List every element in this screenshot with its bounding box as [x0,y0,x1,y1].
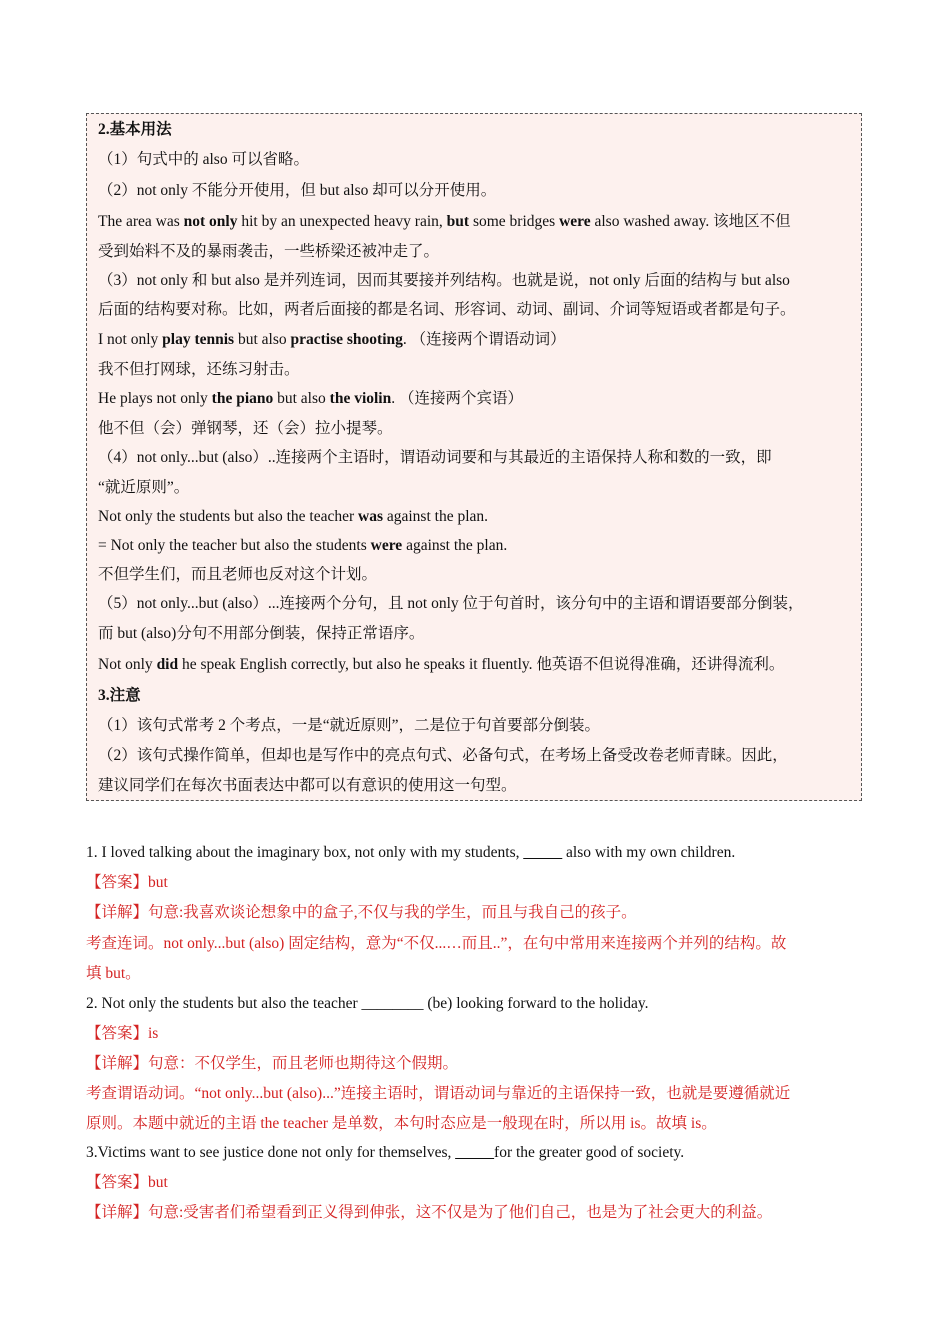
note-point-2-line-2: 建议同学们在每次书面表达中都可以有意识的使用这一句型。 [98,777,517,794]
question-1-explanation-line-2: 填 but。 [86,965,141,982]
example-6: Not only did he speak English correctly, but also he speaks it fluently. 他英语不但说得准确，还讲得流利。 [98,656,785,673]
section-heading-note: 3.注意 [98,687,141,704]
question-3: 3.Victims want to see justice done not only for themselves, _____for the greater good of society. [86,1144,685,1161]
example-1-translation: 受到始料不及的暴雨袭击，一些桥梁还被冲走了。 [98,243,440,260]
example-2: I not only play tennis but also practise shooting. （连接两个谓语动词） [98,331,566,348]
question-1: 1. I loved talking about the imaginary box, not only with my students, _____ also with my own children. [86,844,736,861]
question-2-explanation-line-1: 考查谓语动词。“not only...but (also)...”连接主语时，谓语动词与靠近的主语保持一致，也就是要遵循就近 [86,1085,791,1102]
question-1-answer: 【答案】but [86,874,168,891]
question-2-answer: 【答案】is [86,1025,159,1042]
example-4: Not only the students but also the teacher was against the plan. [98,508,489,525]
question-1-explanation-line-1: 考查连词。not only...but (also) 固定结构，意为“不仅...…而且..”，在句中常用来连接两个并列的结构。故 [86,935,787,952]
usage-point-2: （2）not only 不能分开使用，但 but also 却可以分开使用。 [98,182,497,199]
note-point-1: （1）该句式常考 2 个考点，一是“就近原则”，二是位于句首要部分倒装。 [98,717,601,734]
example-3-translation: 他不但（会）弹钢琴，还（会）拉小提琴。 [98,420,393,437]
example-5: = Not only the teacher but also the students were against the plan. [98,537,508,554]
question-2-explanation-line-2: 原则。本题中就近的主语 the teacher 是单数，本句时态应是一般现在时，所以用 is。故填 is。 [86,1115,717,1132]
answer-blank: _____ [523,844,563,861]
question-3-answer: 【答案】but [86,1174,168,1191]
question-2: 2. Not only the students but also the teacher ________ (be) looking forward to the holiday. [86,995,649,1012]
example-2-translation: 我不但打网球，还练习射击。 [98,361,300,378]
question-2-detail: 【详解】句意：不仅学生，而且老师也期待这个假期。 [86,1055,459,1072]
note-point-2-line-1: （2）该句式操作简单，但却也是写作中的亮点句式、必备句式，在考场上备受改卷老师青睐。因此， [98,747,788,764]
example-1: The area was not only hit by an unexpected heavy rain, but some bridges were also washed away. 该地区不但 [98,213,791,230]
usage-point-4-line-2: “就近原则”。 [98,479,190,496]
example-3: He plays not only the piano but also the violin. （连接两个宾语） [98,390,523,407]
question-3-detail: 【详解】句意:受害者们希望看到正义得到伸张，这不仅是为了他们自己，也是为了社会更大的利益。 [86,1204,773,1221]
example-5-translation: 不但学生们，而且老师也反对这个计划。 [98,566,378,583]
section-heading-usage: 2.基本用法 [98,121,172,138]
usage-point-5-line-1: （5）not only...but (also）...连接两个分句，且 not only 位于句首时，该分句中的主语和谓语要部分倒装， [98,595,804,612]
usage-point-4-line-1: （4）not only...but (also）..连接两个主语时，谓语动词要和与其最近的主语保持人称和数的一致，即 [98,449,772,466]
usage-point-3-line-1: （3）not only 和 but also 是并列连词，因而其要接并列结构。也就是说，not only 后面的结构与 but also [98,272,790,289]
usage-point-3-line-2: 后面的结构要对称。比如，两者后面接的都是名词、形容词、动词、副词、介词等短语或者都是句子。 [98,301,796,318]
answer-blank: _____ [455,1144,495,1161]
usage-point-1: （1）句式中的 also 可以省略。 [98,151,309,168]
question-1-detail: 【详解】句意:我喜欢谈论想象中的盒子,不仅与我的学生，而且与我自己的孩子。 [86,904,637,921]
usage-point-5-line-2: 而 but (also)分句不用部分倒装，保持正常语序。 [98,625,425,642]
